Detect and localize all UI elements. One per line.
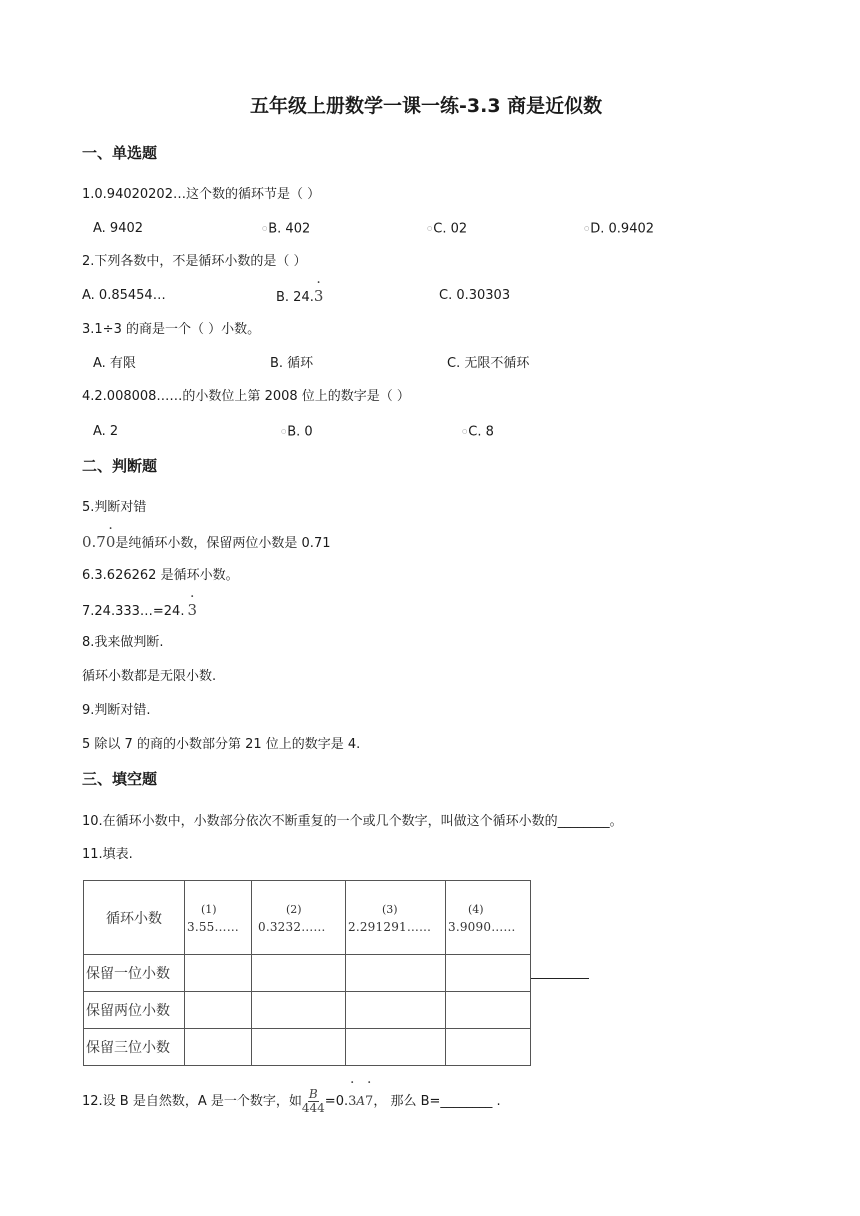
q1-option-c-label: C. 02 [433,221,468,237]
q12-fraction [302,1088,325,1115]
question-7-stem [82,601,197,621]
option-marker-icon: ○ [584,225,590,232]
q12-repeat-end: · 7 [365,1087,373,1117]
col-4-value: 3.9090…… [448,919,516,934]
q11-fill-table [83,880,531,1066]
q12-equals: =0. [324,1094,349,1109]
answer-cell[interactable] [346,1029,446,1066]
answer-cell[interactable] [252,955,346,992]
answer-cell[interactable] [185,1029,252,1066]
q2-option-b-label: B. 24. [276,290,314,305]
section-heading-single-choice: 一、单选题 [82,144,158,162]
q5-number-prefix: 0.7 [82,533,106,551]
question-4-stem: 4.2.008008……的小数位上第 2008 位上的数字是（ ） [82,389,410,404]
answer-cell[interactable] [252,992,346,1029]
col-2-value: 0.3232…… [258,919,326,934]
q12-fraction-denominator: 444 [301,1101,325,1115]
q4-option-b[interactable] [281,423,313,442]
answer-cell[interactable] [346,992,446,1029]
question-10-stem: 10.在循环小数中，小数部分依次不断重复的一个或几个数字，叫做这个循环小数的________。 [82,814,623,829]
section-heading-fill-blank: 三、填空题 [82,770,158,788]
col-4-number: (4) [468,902,484,916]
q7-dotted-digit: · 3 [187,601,197,619]
q1-option-b[interactable] [262,220,310,239]
option-marker-icon: ○ [462,428,468,435]
q3-option-c[interactable]: C. 无限不循环 [447,356,530,371]
q12-repeat-start: · 3 [348,1087,356,1117]
q11-answer-blank[interactable] [531,978,589,979]
q4-option-a[interactable]: A. 2 [93,424,119,439]
table-col-2 [252,881,346,955]
option-marker-icon: ○ [427,225,433,232]
question-5-stem: 5.判断对错 [82,500,147,515]
col-1-number: (1) [201,902,217,916]
q2-option-a[interactable]: A. 0.85454… [82,288,166,303]
question-8-statement: 循环小数都是无限小数. [82,669,217,684]
answer-cell[interactable] [346,955,446,992]
section-heading-true-false: 二、判断题 [82,457,158,475]
page-title: 五年级上册数学一课一练-3.3 商是近似数 [250,95,603,117]
q7-text: 7.24.333…=24. [82,604,185,619]
q12-digit-a: A [356,1094,366,1108]
answer-cell[interactable] [446,955,531,992]
question-12-stem [82,1086,501,1117]
q2-option-b[interactable] [276,287,323,307]
question-11-stem: 11.填表. [82,847,133,862]
q1-option-c[interactable] [427,220,467,239]
q5-number-dotted-digit: · 0 [106,533,116,551]
question-3-stem: 3.1÷3 的商是一个（ ）小数。 [82,322,261,337]
q1-option-d-label: D. 0.9402 [590,221,655,237]
answer-cell[interactable] [446,1029,531,1066]
col-3-value: 2.291291…… [348,919,432,934]
question-1-stem: 1.0.94020202…这个数的循环节是（ ） [82,187,321,202]
col-1-value: 3.55…… [187,919,239,934]
answer-cell[interactable] [185,992,252,1029]
q1-option-a[interactable]: A. 9402 [93,221,144,236]
question-5-statement [82,533,330,553]
table-row-label-2: 保留两位小数 [84,992,185,1029]
question-9-statement: 5 除以 7 的商的小数部分第 21 位上的数字是 4. [82,737,361,752]
option-marker-icon: ○ [281,428,287,435]
q4-option-c-label: C. 8 [468,424,494,440]
q12-suffix: ， 那么 B=________ . [373,1094,501,1109]
q1-option-d[interactable] [584,220,654,239]
q3-option-a[interactable]: A. 有限 [93,356,136,371]
q2-option-c[interactable]: C. 0.30303 [439,288,511,303]
q5-statement-text: 是纯循环小数，保留两位小数是 0.71 [115,536,331,551]
q2-option-b-dotted-digit: · 3 [314,287,324,305]
table-row-label-3: 保留三位小数 [84,1029,185,1066]
q12-fraction-numerator: B [308,1087,318,1101]
q4-option-c[interactable] [462,423,494,442]
q12-prefix: 12.设 B 是自然数，A 是一个数字，如 [82,1094,302,1109]
q3-option-b[interactable]: B. 循环 [270,356,314,371]
question-8-stem: 8.我来做判断. [82,635,164,650]
answer-cell[interactable] [185,955,252,992]
answer-cell[interactable] [446,992,531,1029]
table-col-4 [446,881,531,955]
option-marker-icon: ○ [262,225,268,232]
question-9-stem: 9.判断对错. [82,703,151,718]
question-6-stem: 6.3.626262 是循环小数。 [82,568,239,583]
table-corner-label: 循环小数 [84,881,185,955]
answer-cell[interactable] [252,1029,346,1066]
question-2-stem: 2.下列各数中，不是循环小数的是（ ） [82,254,307,269]
table-col-3 [346,881,446,955]
q4-option-b-label: B. 0 [287,424,313,440]
col-2-number: (2) [286,902,302,916]
table-row-label-1: 保留一位小数 [84,955,185,992]
col-3-number: (3) [382,902,398,916]
table-col-1 [185,881,252,955]
q1-option-b-label: B. 402 [268,221,311,237]
